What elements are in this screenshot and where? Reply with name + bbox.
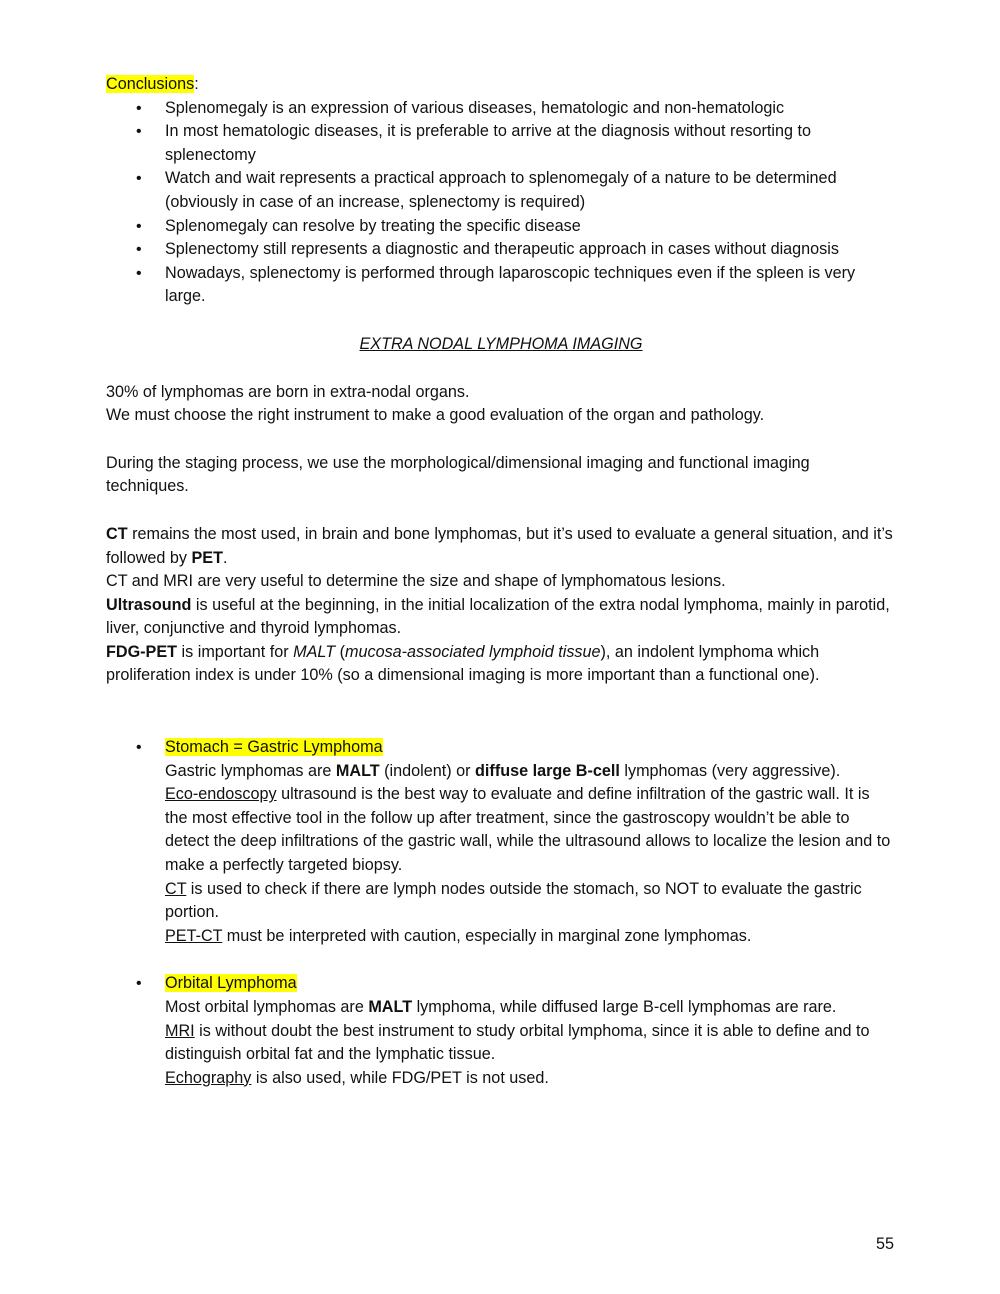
stomach-text: lymphomas (very aggressive). (619, 761, 841, 780)
stomach-text: (indolent) or (379, 761, 476, 780)
stomach-text: ultrasound is the best way to evaluate and define infiltration of the gastric wall. It is the most effective tool in the follow up after treatment, since the gastroscopy wouldn’t be able to detect the deep infiltrations of the gastric wall, while the ultrasound allows to localize the lesion and to make a perfectly targeted biopsy. (165, 785, 891, 875)
stomach-list (106, 736, 896, 760)
pet-ct-term: PET-CT (165, 926, 223, 945)
ultrasound-term: Ultrasound (106, 595, 192, 614)
staging-paragraph: During the staging process, we use the morphological/dimensional imaging and functional imaging techniques. (106, 453, 810, 496)
ct-text: remains the most used, in brain and bone lymphomas, but it’s used to evaluate a general situation, and it’s followed by (106, 524, 893, 567)
ct-term: CT (106, 524, 128, 543)
ultrasound-text: is useful at the beginning, in the initial localization of the extra nodal lymphoma, mainly in parotid, liver, conjunctive and thyroid lymphomas. (106, 595, 890, 638)
orbital-text: is without doubt the best instrument to study orbital lymphoma, since it is able to define and to distinguish orbital fat and the lymphatic tissue. (165, 1021, 870, 1064)
stomach-text: Gastric lymphomas are (165, 761, 336, 780)
orbital-heading: Orbital Lymphoma (165, 974, 297, 993)
orbital-text: is also used, while FDG/PET is not used. (251, 1068, 549, 1087)
orbital-body (106, 996, 896, 1090)
orbital-paragraph-3 (165, 1067, 896, 1091)
stomach-paragraph-1 (165, 760, 896, 784)
malt-full-term: mucosa-associated lymphoid tissue (344, 642, 601, 661)
eco-endoscopy-term: Eco-endoscopy (165, 785, 277, 804)
stomach-paragraph-3 (165, 878, 896, 925)
page-number: 55 (875, 1235, 894, 1253)
ct-term-underlined: CT (165, 879, 187, 898)
list-item: • Splenomegaly is an expression of various diseases, hematologic and non-hematologic (106, 97, 896, 121)
mri-term: MRI (165, 1021, 195, 1040)
orbital-paragraph-1 (165, 996, 896, 1020)
fdg-pet-term: FDG-PET (106, 642, 178, 661)
heading-colon: : (194, 75, 199, 93)
section-title-line (106, 333, 896, 357)
dlbcl-bold: diffuse large B-cell (475, 761, 620, 780)
list-item: • Splenectomy still represents a diagnostic and therapeutic approach in cases without diagnosis (106, 238, 896, 262)
fdg-pet-paragraph (106, 641, 896, 688)
conclusions-heading: Conclusions (106, 75, 195, 93)
conclusions-list (106, 97, 896, 309)
orbital-text: Most orbital lymphomas are (165, 998, 369, 1016)
malt-bold: MALT (335, 761, 380, 780)
intro-line-2: We must choose the right instrument to make a good evaluation of the organ and pathology. (106, 406, 765, 425)
section-title: EXTRA NODAL LYMPHOMA IMAGING (359, 334, 643, 353)
list-item: • Nowadays, splenectomy is performed through laparoscopic techniques even if the spleen is very large. (106, 262, 896, 309)
document-page (106, 73, 896, 1090)
malt-bold: MALT (368, 998, 413, 1016)
fdg-text-3: ), an indolent lymphoma which proliferation index is under 10% (so a dimensional imaging is more important than a functional one). (106, 642, 820, 685)
list-item: • Splenomegaly can resolve by treating the specific disease (106, 215, 896, 239)
stomach-heading-item (106, 736, 896, 760)
malt-term: MALT (293, 642, 336, 661)
intro-line-1: 30% of lymphomas are born in extra-nodal organs. (106, 382, 470, 401)
mri-paragraph: CT and MRI are very useful to determine the size and shape of lymphomatous lesions. (106, 572, 726, 591)
stomach-text: must be interpreted with caution, especially in marginal zone lymphomas. (222, 926, 752, 945)
conclusions-heading-line (106, 73, 896, 97)
stomach-body (106, 760, 896, 949)
list-item: • In most hematologic diseases, it is preferable to arrive at the diagnosis without resorting to splenectomy (106, 120, 896, 167)
stomach-heading: Stomach = Gastric Lymphoma (165, 738, 383, 757)
ct-paragraph (106, 523, 896, 570)
list-item: • Watch and wait represents a practical approach to splenomegaly of a nature to be determined (obviously in case of an increase, splenectomy is required) (106, 167, 896, 214)
orbital-list (106, 972, 896, 996)
fdg-text-2: ( (335, 642, 345, 661)
orbital-text: lymphoma, while diffused large B-cell lymphomas are rare. (412, 998, 837, 1016)
ct-text-end: . (222, 548, 228, 567)
stomach-paragraph-4 (165, 925, 896, 949)
echography-term: Echography (165, 1068, 252, 1087)
orbital-heading-item (106, 972, 896, 996)
stomach-text: is used to check if there are lymph nodes outside the stomach, so NOT to evaluate the gastric portion. (165, 879, 862, 922)
stomach-paragraph-2 (165, 783, 896, 877)
pet-term: PET (191, 548, 223, 567)
orbital-paragraph-2 (165, 1020, 896, 1067)
ultrasound-paragraph (106, 594, 896, 641)
fdg-text-1: is important for (177, 642, 294, 661)
